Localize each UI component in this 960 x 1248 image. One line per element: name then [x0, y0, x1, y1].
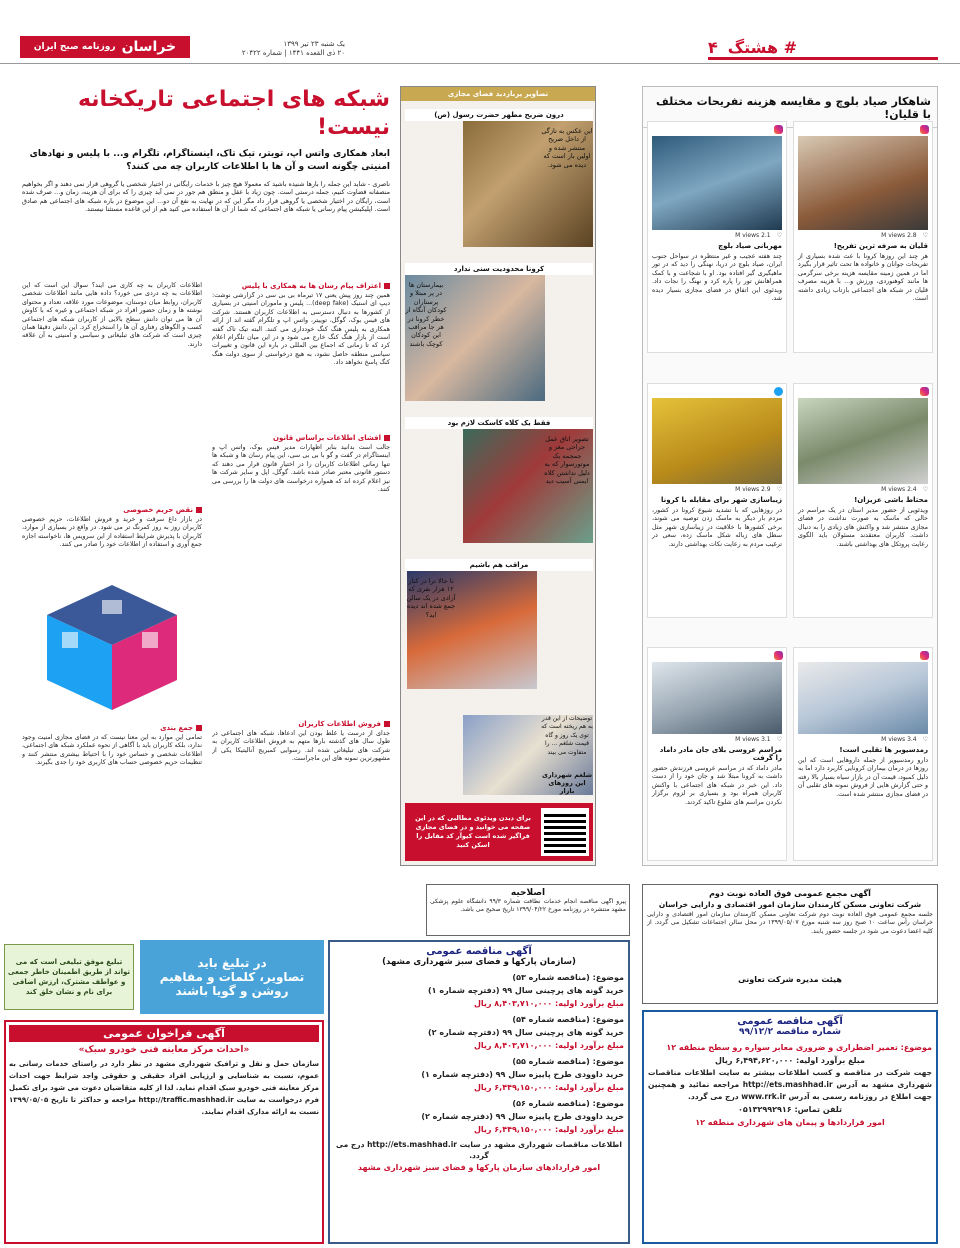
tender-header: آگهی مناقصه عمومی [426, 946, 532, 957]
strip-caption: کرونا محدودیت سنی ندارد [405, 263, 593, 275]
coop-sign: هیئت مدیره شرکت تعاونی [738, 975, 842, 984]
paper-logo [20, 36, 190, 58]
promo-line: تصاویر، کلمات و مفاهیم [159, 970, 305, 984]
ads-area [0, 880, 960, 1248]
post-text: دارو رمدسیویر از جمله داروهایی است که این روزها در درمان بیماران کرونایی کاربرد دارد اما به دلیل کمبود، قیمت آن در بازار سیاه بسیار بالا رفته و حتی گزارش هایی از فروش نمونه های تقلبی آن در فضای مجازی منتشر شده است. [798, 757, 928, 798]
post-photo [652, 662, 782, 734]
strip-item [405, 715, 593, 797]
views-count: 2.1 M views [735, 232, 771, 239]
date-gregorian: یک شنبه ۲۳ تیر ۱۳۹۹ [283, 40, 345, 48]
post-photo [652, 398, 782, 484]
post-stats [648, 232, 786, 239]
qr-note: برای دیدن ویدئوی مطالبی که در این صفحه می خوانید و در فضای مجازی فراگیر شده است کیوآر کد مقابل را اسکن کنید [415, 814, 531, 849]
post-stats [794, 486, 932, 493]
subheading: فروش اطلاعات کاربران [212, 720, 390, 728]
coop-title: آگهی مجمع عمومی فوق العاده نوبت دوم [709, 889, 871, 898]
subheading: افشای اطلاعات براساس قانون [212, 434, 390, 442]
right-tender [642, 1010, 938, 1244]
tender-site: اطلاعات مناقصات شهرداری مشهد در سایت http://ets.mashhad.ir درج می گردد. [336, 1140, 622, 1160]
strip-title: تصاویر پربازدید فضای مجازی [401, 87, 595, 101]
correction-notice [426, 884, 630, 936]
post-text: ویدئویی از حضور مدیر استان در یک مراسم در حالی که ماسک به صورت نداشت در فضای مجازی منتشر شد و واکنش های زیادی را به دنبال داشت. کاربران معتقدند مسئولان باید الگوی رعایت پروتکل های بهداشتی باشند. [798, 507, 928, 548]
promo-small-text: تبلیغ موفق تبلیغی است که می تواند از طریق اطمینان خاطر جمعی و عواطف مشترک، ارزش اضافی برای نام و نشان خلق کند [8, 958, 130, 996]
article-lead: ابعاد همکاری واتس اپ، تویتر، تیک تاک، اینستاگرام، تلگرام و... با پلیس و نهادهای امنیتی چگونه است و آن ها با اطلاعات کاربران چه می کنند؟ [29, 149, 390, 172]
paper-name: خراسان [121, 39, 177, 55]
correction-title: اصلاحیه [510, 888, 546, 898]
tender-footer: امور قراردادهای سازمان پارکها و فضای سبز شهرداری مشهد [357, 1163, 601, 1172]
tender-subject: موضوع: (مناقصه شماره ۵۳) [512, 973, 624, 982]
post-caption: مراسم عروسی بلای جان مادر داماد را گرفت [659, 746, 782, 762]
post-caption: مهربانی صیاد بلوچ [718, 242, 782, 250]
article-title: شبکه های اجتماعی تاریکخانه نیست! [77, 87, 390, 140]
section-label: # هشتگ [727, 38, 798, 57]
heart-icon: ♡ [922, 232, 928, 239]
post-text: مادر داماد که در مراسم عروسی فرزندش حضور داشت به کرونا مبتلا شد و جان خود را از دست داد. این خبر در شبکه های اجتماعی با واکنش کاربران همراه بود و بسیاری بر لزوم برگزار نکردن مراسم های شلوغ تاکید کردند. [652, 765, 782, 806]
right-tender-phone: تلفن تماس: ۰۵۱۳۲۹۹۲۹۱۶ [737, 1105, 843, 1114]
right-tender-price: مبلغ برآورد اولیه: ۶,۴۹۴,۶۲۰,۰۰۰ ریال [714, 1056, 866, 1065]
post-caption: زیباسازی شهر برای مقابله با کرونا [661, 496, 782, 504]
instagram-icon [920, 125, 929, 134]
main-article [22, 86, 390, 866]
post-stats [794, 232, 932, 239]
post-photo [652, 136, 782, 230]
call-subject: «احداث مرکز معاینه فنی خودرو سبک» [78, 1045, 250, 1055]
instagram-icon [774, 125, 783, 134]
post-text: هر چند این روزها کرونا با عث شده بسیاری از تفریحات جوانان و خانواده ها تحت تاثیر قرار بگیرد اما در همین زمینه مقایسه هزینه برخی سرگرمی ها مانند کوهنوردی، ورزش و... با هزینه مصرف قلیان در شبکه های اجتماعی بازتاب زیادی داشته است. [798, 253, 928, 303]
right-tender-number: شماره مناقصه ۹۹/۱۲/۲ [739, 1027, 841, 1037]
tender-price: مبلغ برآورد اولیه: ۸,۴۰۳,۷۱۰,۰۰۰ ریال [473, 999, 624, 1008]
post-stats [648, 736, 786, 743]
tender-price: مبلغ برآورد اولیه: ۶,۴۴۹,۱۵۰,۰۰۰ ریال [473, 1083, 624, 1092]
strip-note: بیمارستان ها در پر مبتلا و پرستاران کودکان آنگاه از خطر کرونا در هر جا مراقب این کودکان کوچک باشند [405, 281, 447, 348]
post-text: چند هفته عجیب و غیر منتظره در سواحل جنوب ایران، صیاد بلوچ در دریا، نهنگی را دید که در تور ماهیگیری گیر افتاده بود. او با شجاعت و با کمک همراهانش تور را پاره کرد و نهنگ را نجات داد. ویدئوی این اتفاق در فضای مجازی بسیار دیده شد. [652, 253, 782, 303]
promo-big [140, 940, 324, 1014]
article-body: تمامی این موارد به این معنا نیست که در فضای مجازی امنیت وجود ندارد، بلکه کاربران باید با آگاهی از نحوه عملکرد شبکه های اجتماعی، اطلاعات شخصی و حساس خود را با احتیاط بیشتری منتشر کنند و تنظیمات حریم خصوصی حساب های کاربری خود را جدی بگیرند. [22, 734, 202, 767]
tender-item [334, 1013, 624, 1052]
page-number: ۴ [708, 38, 718, 57]
tender-desc: خرید گونه های پرچینی سال ۹۹ (دفترچه شماره ۱) [428, 986, 624, 995]
instagram-icon [920, 651, 929, 660]
strip-item [405, 559, 593, 709]
strip-caption: فقط یک کلاه کاسکت لازم بود [405, 417, 593, 429]
post-card [793, 647, 933, 861]
twitter-icon [774, 387, 783, 396]
call-text: سازمان حمل و نقل و ترافیک شهرداری مشهد در نظر دارد در راستای خدمات رسانی به عموم، نسبت به شناسایی و ارزیابی افراد حقیقی و حقوقی واجد شرایط جهت احداث مرکز معاینه فنی خودرو سبک اقدام نماید. لذا از کلیه متقاضیان دعوت می شود برای تکمیل فرم درخواست به سایت http://traffic.mashhad.ir مراجعه و حداکثر تا تاریخ ۱۳۹۹/۰۵/۰۵ نسبت به ارائه مدارک اقدام نمایند. [9, 1060, 319, 1116]
strip-note: تصویر اتاق عمل جراحی مغز و جمجمه یک موتورسوار که به دلیل نداشتن کلاه ایمنی آسیب دید [544, 435, 590, 486]
date-hijri: ۲۰ ذی القعده ۱۴۴۱ | شماره ۲۰۴۲۲ [241, 49, 345, 57]
qr-code-icon[interactable] [541, 808, 589, 856]
date-line [195, 40, 345, 58]
views-count: 3.1 M views [735, 736, 771, 743]
strip-item [405, 263, 593, 413]
coop-text: جلسه مجمع عمومی فوق العاده نوبت دوم شرکت تعاونی مسکن کارمندان سازمان امور اقتصادی و دارایی خراسان رأس ساعت ۱۰ صبح روز سه شنبه مورخ ۱۳۹۹/۰۵/۰۷ در محل سالن اجتماعات تشکیل می گردد. از کلیه اعضا دعوت می شود در جلسه حضور یابند. [647, 911, 933, 935]
post-stats [794, 736, 932, 743]
strip-caption: مراقب هم باشیم [405, 559, 593, 571]
post-caption: رمدسیویر ها تقلبی است! [839, 746, 928, 754]
article-body: در بازار داغ سرقت و خرید و فروش اطلاعات، حریم خصوصی کاربران روز به روز کمرنگ تر می شود. در واقع در بسیاری از موارد، کاربران با پذیرش شرایط استفاده از این سرویس ها، ناخواسته اجازه جمع آوری و استفاده از اطلاعات خود را صادر می کنند. [22, 516, 202, 549]
post-photo [798, 662, 928, 734]
article-col-right [212, 282, 390, 866]
tender-desc: خرید داوودی طرح پاییزه سال ۹۹ (دفترچه شماره ۲) [421, 1112, 624, 1121]
tender-subject: موضوع: (مناقصه شماره ۵۵) [512, 1057, 624, 1066]
tender-item [334, 1055, 624, 1094]
post-text: در روزهایی که با تشدید شیوع کرونا در کشور، مردم بار دیگر به ماسک زدن توصیه می شوند، برخی کشورها با خلاقیت در زیباسازی شهر مثل سطل های زباله شکل ماسک زده، سعی در ترغیب مردم به رعایت نکات بهداشتی دارند. [652, 507, 782, 548]
page-header [0, 0, 960, 64]
strip-item [405, 109, 593, 259]
heart-icon: ♡ [776, 486, 782, 493]
article-col-left [22, 282, 202, 866]
section-title [708, 38, 938, 60]
tender-notice [328, 940, 630, 1244]
post-stats [648, 486, 786, 493]
tender-subject: موضوع: (مناقصه شماره ۵۴) [512, 1015, 624, 1024]
right-tender-header: آگهی مناقصه عمومی [737, 1016, 843, 1027]
correction-text: پیرو آگهی مناقصه انجام خدمات نظافت شماره ۹۹/۳ دانشگاه علوم پزشکی مشهد منتشره در روزنامه مورخ ۱۳۹۹/۰۴/۲۲ تاریخ صحیح می باشد. [430, 898, 626, 914]
social-cube-image [22, 570, 202, 720]
call-header: آگهی فراخوان عمومی [9, 1025, 319, 1042]
subheading: جمع بندی [22, 724, 202, 732]
call-notice [4, 1020, 324, 1244]
post-card [793, 121, 933, 353]
post-caption: قلیان به صرفه ترین تفریح! [833, 242, 928, 250]
right-tender-text: جهت شرکت در مناقصه و کسب اطلاعات بیشتر به سایت اطلاعات مناقصات شهرداری مشهد به آدرس http://ets.mashhad.ir مراجعه نمائید و همچنین جهت اطلاع در روزنامه رسمی به آدرس www.rrk.ir درج می گردد. [648, 1068, 932, 1101]
strip-item [405, 417, 593, 555]
heart-icon: ♡ [922, 736, 928, 743]
article-body: همین چند روز پیش یعنی ۱۷ تیرماه بی بی سی در گزارشی نوشت: دیپ ای استیک (deep fake)... پلیس و ماموران امنیتی در بسیاری از کشورها به دنبال دسترسی به اطلاعات کاربران هستند. شرکت های فیس بوک، گوگل، توییتر، واتس اپ و تلگرام گفته اند از ارائه همکاری به پلیس هنگ کنگ خودداری می کنند. البته تیک تاک گفته است از بازار هنگ کنگ خارج می شود و در این میان تلگرام اعلام کرد که تا زمانی که اجماع بین المللی در باره این قانون و تغییرات سیاسی منطقه حاصل نشود، به هیچ درخواستی از سوی دولت هنگ کنگ پاسخ نخواهد داد. [212, 292, 390, 367]
social-section [642, 86, 938, 866]
strip-caption: درون ضریح مطهر حضرت رسول (ص) [405, 109, 593, 121]
views-count: 3.4 M views [881, 736, 917, 743]
subheading: اعتراف پیام رسان ها به همکاری با پلیس [212, 282, 390, 290]
views-count: 2.8 M views [881, 232, 917, 239]
post-card [793, 383, 933, 618]
post-caption: محتاط باشی عزیزان! [854, 496, 928, 504]
article-body: جالب است بدانید بنابر اظهارات مدیر فیس بوک، واتس اپ و اینستاگرام در گفت و گو با بی بی سی، این پیام رسان ها و شبکه ها تنها زمانی اطلاعات کاربران را در اختیار قانون قرار می دهند که دستور قانونی معتبر صادر شده باشد. گوگل، اپل و سایر شرکت ها نیز اعلام کرده اند که همواره درخواست های دولت ها را بررسی می کنند. [212, 444, 390, 494]
post-card [647, 121, 787, 353]
qr-box[interactable] [405, 803, 593, 861]
tender-item [334, 1097, 624, 1136]
article-intro: ناصری - شاید این جمله را بارها شنیده باشید که معمولا هیچ چیز با خدمات رایگانی در اختیار شخصی یا گروهی قرار نمی دهند و اگر بخواهیم منصفانه قضاوت کنیم، جمله درستی است. چون زیاد با عقل و منطق هم جور در نمی آید چیزی را که برای آن هزینه، زمان و... صرف شده است، رایگان در اختیار شخصی یا گروهی قرار داد مگر این که در نهایت به نفع آن دو... این موضوع در باره شبکه های اجتماعی هم صادق است. اپلیکیشن پیام رسانی یا شبکه های اجتماعی که شما از آن ها استفاده می کنید هم از این قاعده مستثنا نیستند. [22, 180, 390, 214]
promo-line: روشن و گویا باشند [175, 984, 289, 998]
post-photo [798, 136, 928, 230]
promo-line: در تبلیغ باید [197, 956, 267, 970]
post-card [647, 383, 787, 618]
tender-desc: خرید داوودی طرح پاییزه سال ۹۹ (دفترچه شماره ۱) [421, 1070, 624, 1079]
tender-item [334, 971, 624, 1010]
tender-price: مبلغ برآورد اولیه: ۶,۴۴۹,۱۵۰,۰۰۰ ریال [473, 1125, 624, 1134]
tender-org: (سازمان پارکها و فضای سبز شهرداری مشهد) [382, 957, 576, 967]
article-body: اطلاعات کاربران به چه کاری می آیند؟ سوال این است که این اطلاعات به چه دردی می خورد؟ داده هایی مانند اطلاعات شخصی کاربران، روابط میان دوستان، موضوعات مورد علاقه، تعداد و محتوای نوشته ها و زمان حضور افراد در شبکه اجتماعی و غیره که با کاوش آن ها می توان دانش سطح بالایی از کاربران شبکه های اجتماعی کسب و الگوهای رفتاری آن ها را استخراج کرد. این دانش دقیقا همان چیزی است که شرکت های تبلیغاتی و سیاسی و امنیتی به آن علاقه دارند. [22, 282, 202, 348]
post-card [647, 647, 787, 861]
subheading: نقض حریم خصوصی [22, 506, 202, 514]
right-tender-footer: امور قراردادها و پیمان های شهرداری منطقه ۱۲ [695, 1118, 885, 1127]
coop-subtitle: شرکت تعاونی مسکن کارمندان سازمان امور اقتصادی و دارایی خراسان [658, 900, 922, 909]
promo-small [4, 944, 134, 1010]
heart-icon: ♡ [776, 232, 782, 239]
views-count: 2.9 M views [735, 486, 771, 493]
article-body: جدای از درست یا غلط بودن این ادعاها، شبکه های اجتماعی در طول سال های گذشته بارها متهم به فروش اطلاعات کاربران به شرکت های تبلیغاتی شده اند. رسوایی کمبریج آنالیتیکا یکی از مشهورترین نمونه های این ماجراست. [212, 730, 390, 763]
social-title: شاهکار صیاد بلوچ و مقایسه هزینه تفریحات مختلف با قلیان! [643, 87, 937, 128]
right-tender-subject: موضوع: تعمیر اضطراری و ضروری معابر سواره رو سطح منطقه ۱۲ [666, 1043, 932, 1052]
coop-notice [642, 884, 938, 1004]
tender-items [334, 971, 624, 1136]
tender-subject: موضوع: (مناقصه شماره ۵۶) [512, 1099, 624, 1108]
strip-note: تا حالا ترا در کنار ۱۲ هزار نفری که آزادی در یک سالن جمع شده اند دیده اید؟ [406, 577, 456, 619]
strip-note: این عکس به تازگی از داخل ضریح منتشر شده و اولین بار است که دیده می شود. [541, 127, 593, 169]
strip-note: توضیحات از این قدر به هم ریخته است که توی یک روز و گاه قیمت شلغم ... را متفاوت می بیند [541, 715, 593, 756]
post-photo [798, 398, 928, 484]
instagram-icon [920, 387, 929, 396]
tender-desc: خرید گونه های پرچینی سال ۹۹ (دفترچه شماره ۲) [428, 1028, 624, 1037]
views-count: 2.4 M views [881, 486, 917, 493]
social-cube-icon [22, 570, 202, 720]
instagram-icon [774, 651, 783, 660]
tender-price: مبلغ برآورد اولیه: ۸,۴۰۳,۷۱۰,۰۰۰ ریال [473, 1041, 624, 1050]
heart-icon: ♡ [776, 736, 782, 743]
photo-strip [400, 86, 596, 866]
heart-icon: ♡ [922, 486, 928, 493]
strip-caption: شلغم شهرداری این روزهای بازار [541, 771, 593, 795]
paper-tagline: روزنامه صبح ایران [33, 42, 116, 52]
